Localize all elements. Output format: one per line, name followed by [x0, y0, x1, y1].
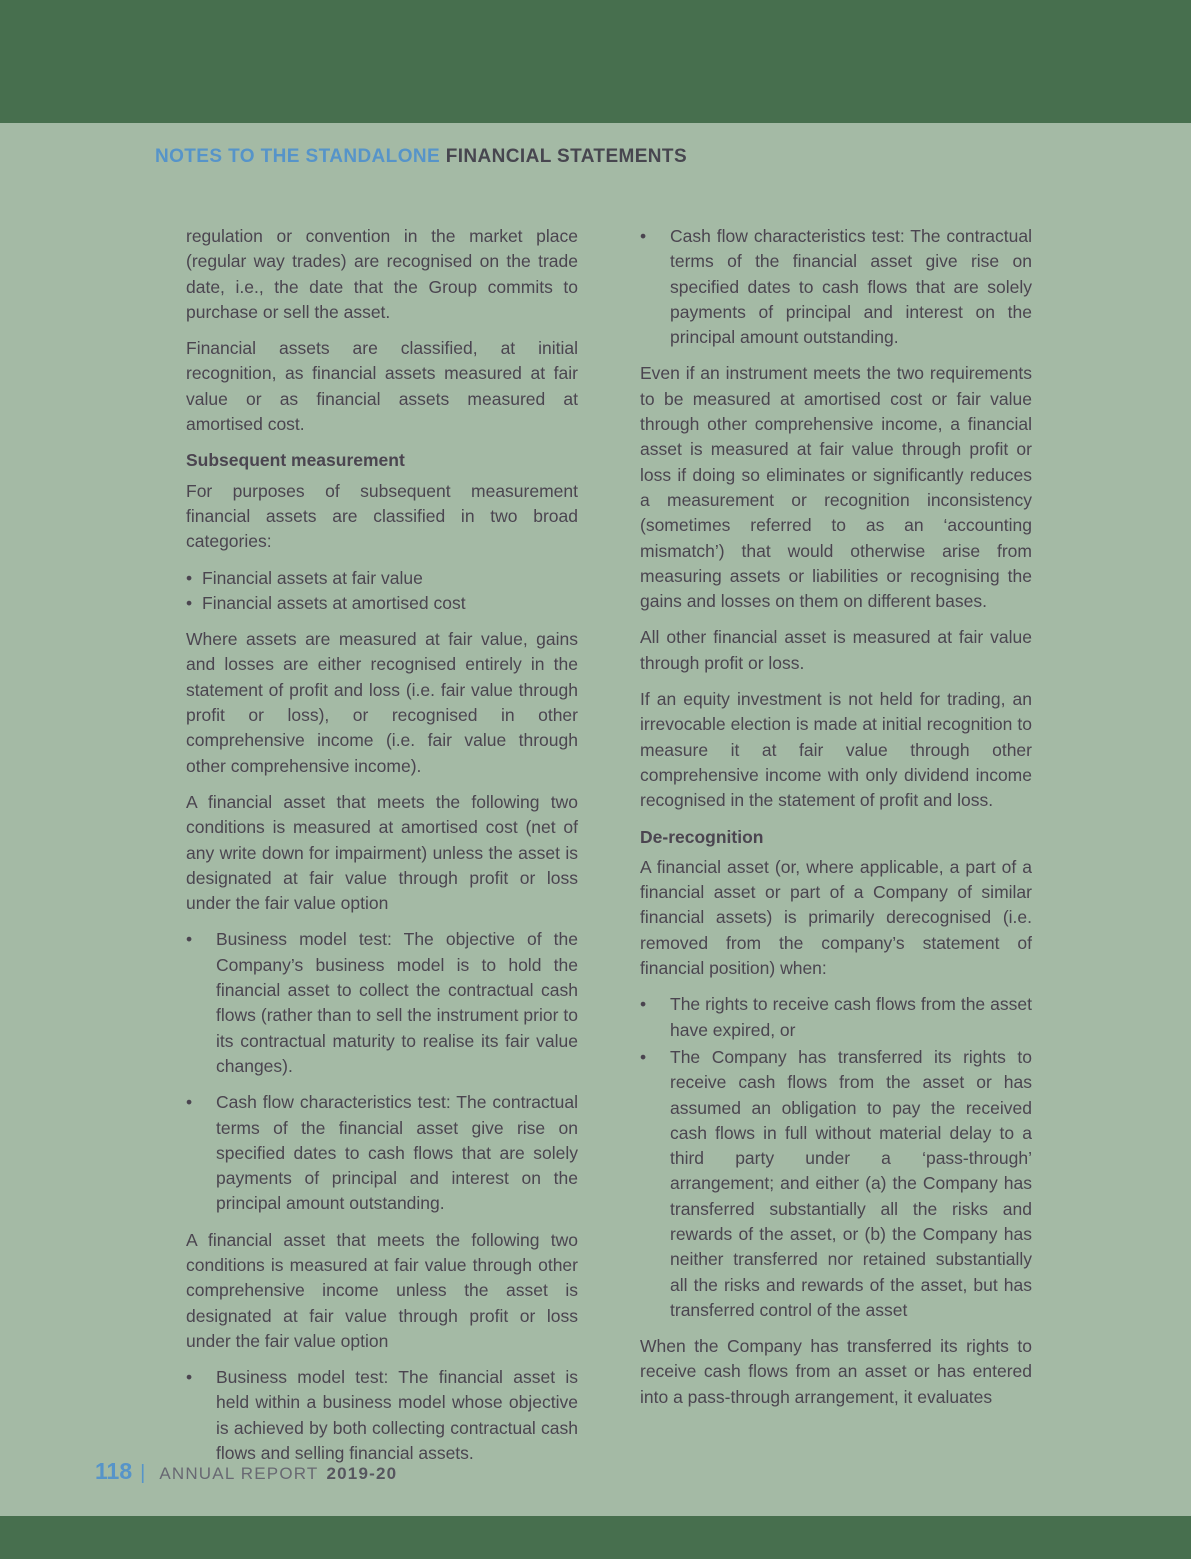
page-number: 118: [95, 1458, 133, 1484]
bullet-dot: •: [186, 592, 193, 613]
para-equity: If an equity investment is not held for trading, an irrevocable election is made at initial recognition to measure it at fair value through other comprehensive income with only dividend income recognised in the statement of profit and loss.: [640, 689, 1032, 811]
bullet-text: The rights to receive cash flows from the asset have expired, or: [670, 994, 1032, 1040]
footer-separator: |: [140, 1462, 146, 1484]
bullet-text: The Company has transferred its rights to receive cash flows from the asset or has assumed an obligation to pay the received cash flows in full without material delay to a third party under a ‘pass-through’ arrangement; and either (a) the Company has transferred substantially all the risks and rewards of the asset, or (b) the Company has neither transferred nor retained substantially all the risks and rewards of the asset, but has transferred control of the asset: [670, 1046, 1032, 1320]
para-regulation: regulation or convention in the market place (regular way trades) are recognised on the trade date, i.e., the date that the Group commits to purchase or sell the asset.: [186, 226, 578, 322]
bullet-dot: •: [186, 1367, 193, 1388]
bullet-dot: •: [640, 226, 647, 246]
page-header: [155, 146, 687, 168]
para-fvoci-conditions: A financial asset that meets the following two conditions is measured at fair value through other comprehensive income unless the asset is designated at fair value through profit or loss under the fair value option: [186, 1229, 578, 1351]
bullet-dot: •: [640, 994, 647, 1015]
bullet-text: Business model test: The objective of the Company’s business model is to hold the financial asset to collect the contractual cash flows (rather than to sell the instrument prior to its contractual maturity to realise its fair value changes).: [216, 929, 578, 1076]
bullet-item-cash-flow-test-right: [640, 224, 1032, 350]
category-list: [186, 566, 578, 617]
bullet-text: Business model test: The financial asset is held within a business model whose objective is achieved by both collecting contractual cash flows and selling financial assets.: [216, 1367, 578, 1464]
bullet-text: Financial assets at fair value: [202, 567, 423, 588]
bullet-item-fair-value: [186, 566, 578, 591]
bullet-dot: •: [186, 1092, 193, 1113]
para-even-if: Even if an instrument meets the two requirements to be measured at amortised cost or fair value through other comprehensive income, a financial asset is measured at fair value through profit or loss if doing so eliminates or significantly reduces a measurement or recognition inconsistency (sometimes referred to as an ‘accounting mismatch’) that would otherwise arise from measuring assets or liabilities or recognising the gains and losses on them on different bases.: [640, 363, 1032, 612]
para-where-assets: Where assets are measured at fair value, gains and losses are either recognised entirely in the statement of profit and loss (i.e. fair value through profit or loss), or recognised in other comprehensive income (i.e. fair value through other comprehensive income).: [186, 629, 578, 776]
para-derecognised: A financial asset (or, where applicable, a part of a financial asset or part of a Company of similar financial assets) is primarily derecognised (i.e. removed from the company’s statement of financial position) when:: [640, 856, 1032, 979]
header-title-accent: NOTES TO THE STANDALONE: [155, 146, 441, 167]
bullet-item-rights-expired: [640, 992, 1032, 1043]
para-when-transferred: When the Company has transferred its rights to receive cash flows from an asset or has entered into a pass-through arrangement, it evaluates: [640, 1336, 1032, 1407]
bullet-item-business-model-test: [186, 927, 578, 1079]
right-column: [640, 224, 1032, 1477]
bullet-text: Cash flow characteristics test: The contractual terms of the financial asset give rise on specified dates to cash flows that are solely payments of principal and interest on the principal amount outstanding.: [216, 1092, 578, 1214]
bullet-text: Financial assets at amortised cost: [202, 592, 466, 613]
bullet-item-transferred-rights: [640, 1045, 1032, 1323]
content-columns: [186, 224, 1032, 1477]
para-all-other: All other financial asset is measured at fair value through profit or loss.: [640, 627, 1032, 673]
bullet-item-business-model-test-2: [186, 1365, 578, 1466]
footer-report-label: ANNUAL REPORT: [159, 1464, 319, 1483]
derecognition-list: [640, 992, 1032, 1323]
bullet-item-cash-flow-test: [186, 1090, 578, 1216]
header-title-rest: FINANCIAL STATEMENTS: [440, 146, 688, 167]
page-footer: [95, 1458, 397, 1485]
para-classification: Financial assets are classified, at initial recognition, as financial assets measured at fair value or as financial assets measured at amortised cost.: [186, 338, 578, 435]
bullet-item-amortised-cost: [186, 591, 578, 616]
bullet-dot: •: [186, 567, 193, 588]
para-amortised-conditions: A financial asset that meets the following two conditions is measured at amortised cost (net of any write down for impairment) unless the asset is designated at fair value through profit or loss under the fair value option: [186, 791, 578, 914]
bullet-text: Cash flow characteristics test: The contractual terms of the financial asset give rise on specified dates to cash flows that are solely payments of principal and interest on the principal amount outstanding.: [670, 226, 1032, 348]
left-column: [186, 224, 578, 1477]
para-purposes: For purposes of subsequent measurement financial assets are classified in two broad categories:: [186, 480, 578, 552]
heading-subsequent-measurement: Subsequent measurement: [186, 450, 405, 471]
bullet-dot: •: [640, 1046, 647, 1067]
footer-report-period: 2019-20: [326, 1464, 398, 1483]
heading-derecognition: De-recognition: [640, 826, 764, 847]
bullet-dot: •: [186, 929, 193, 950]
